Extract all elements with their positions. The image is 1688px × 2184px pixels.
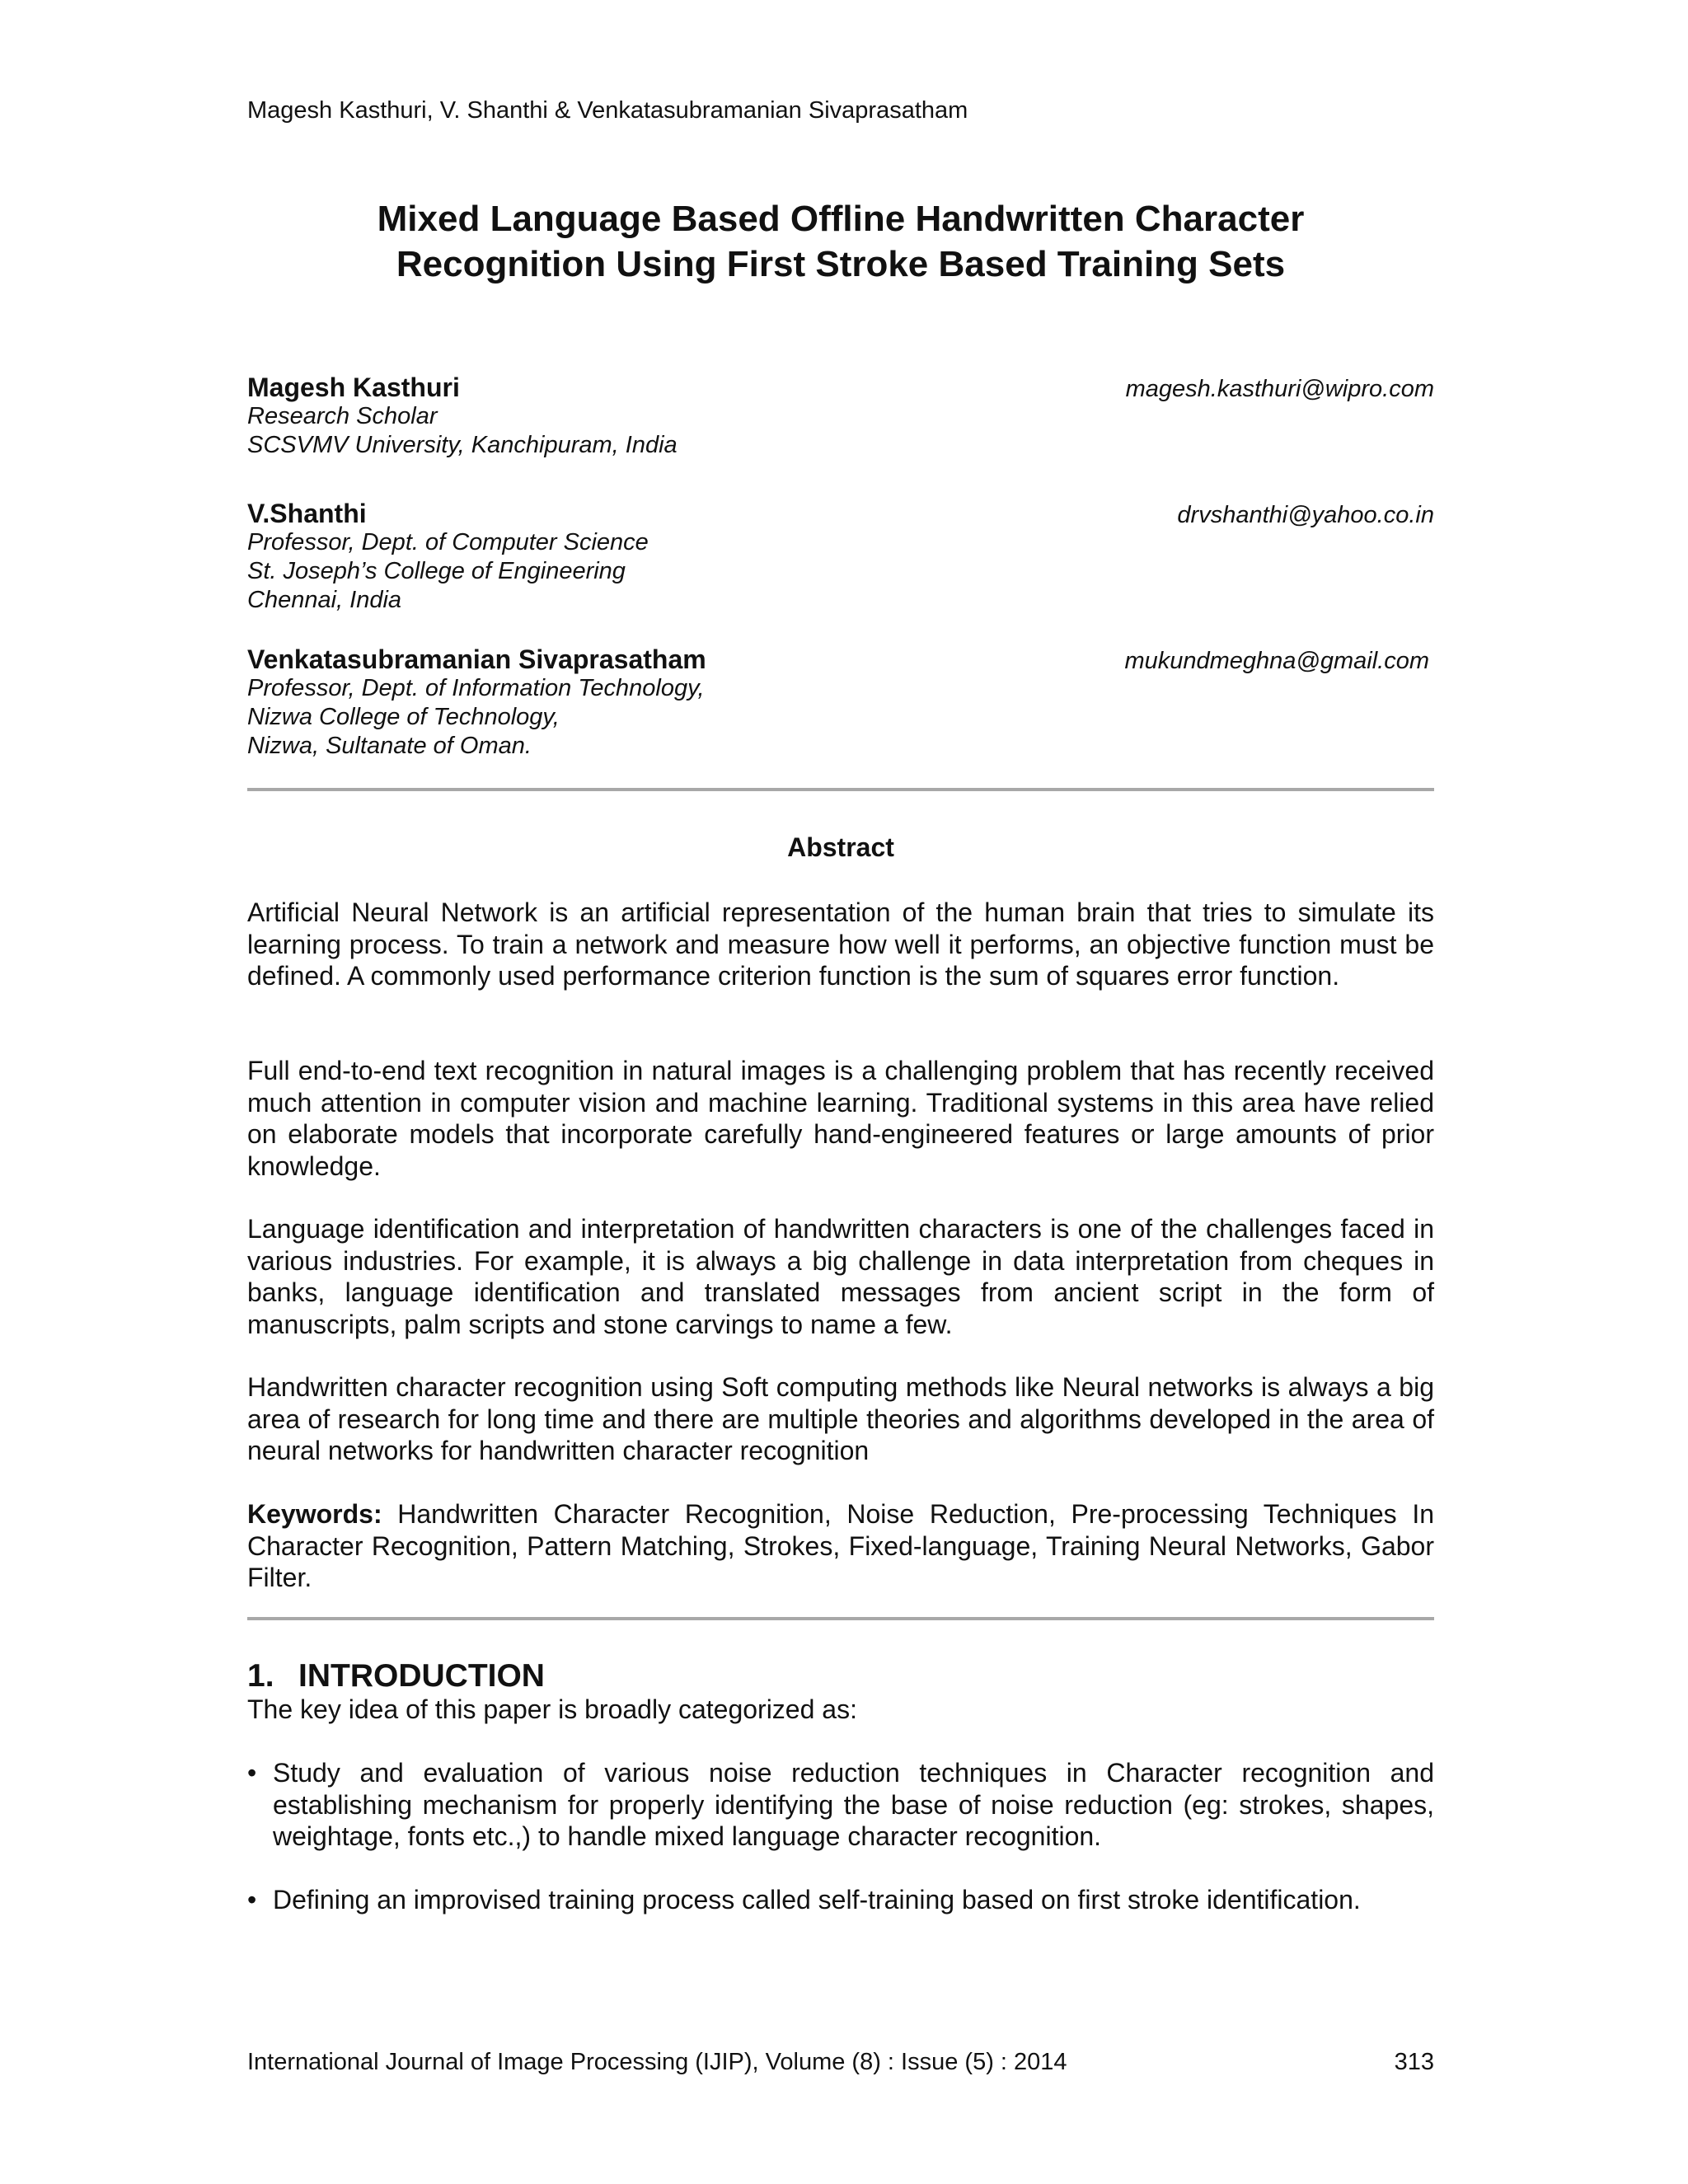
author-block (247, 499, 1434, 615)
bullet-text: Study and evaluation of various noise reduction techniques in Character recognition and establishing mechanism for properly identifying the base of noise reduction (eg: strokes, shapes, weightage, fonts etc.,) to handle mixed language character recognition. (273, 1758, 1434, 1851)
bullet-item (247, 1757, 1434, 1853)
author-email[interactable]: magesh.kasthuri@wipro.com (1125, 376, 1434, 402)
author-email[interactable]: drvshanthi@yahoo.co.in (1177, 502, 1434, 528)
abstract-heading: Abstract (787, 832, 894, 862)
author-affiliation: Chennai, India (247, 587, 402, 613)
running-header: Magesh Kasthuri, V. Shanthi & Venkatasubramanian Sivaprasatham (247, 97, 968, 124)
author-email[interactable]: mukundmeghna@gmail.com (1124, 648, 1429, 674)
section-heading (247, 1658, 545, 1694)
author-block (247, 373, 1434, 460)
author-affiliation: Professor, Dept. of Computer Science (247, 529, 649, 555)
author-block (247, 644, 1434, 761)
author-affiliation: Nizwa, Sultanate of Oman. (247, 733, 532, 759)
divider-rule (247, 1617, 1434, 1620)
author-affiliation: Research Scholar (247, 403, 438, 429)
title-line: Recognition Using First Stroke Based Training Sets (396, 244, 1286, 284)
abstract-paragraph: Artificial Neural Network is an artificial representation of the human brain that tries to simulate its learning process. To train a network and measure how well it performs, an objective function must be defined. A commonly used performance criterion function is the sum of squares error function. (247, 898, 1434, 991)
footer-journal: International Journal of Image Processing (IJIP), Volume (8) : Issue (5) : 2014 (247, 2049, 1067, 2075)
author-name: Venkatasubramanian Sivaprasatham (247, 644, 706, 674)
author-name: V.Shanthi (247, 499, 367, 528)
author-affiliation: Professor, Dept. of Information Technology, (247, 675, 705, 701)
section-number: 1. (247, 1658, 274, 1694)
keywords (247, 1498, 1434, 1594)
bullet-icon: • (247, 1885, 257, 1915)
abstract-paragraph: Full end-to-end text recognition in natural images is a challenging problem that has recently received much attention in computer vision and machine learning. Traditional systems in this area have relied on elaborate models that incorporate carefully hand-engineered features or large amounts of prior knowledge. (247, 1056, 1434, 1181)
author-affiliation: St. Joseph’s College of Engineering (247, 558, 626, 584)
title-line: Mixed Language Based Offline Handwritten Character (377, 199, 1305, 239)
bullet-item (247, 1884, 1434, 1916)
section-title: INTRODUCTION (298, 1658, 545, 1694)
author-affiliation: SCSVMV University, Kanchipuram, India (247, 432, 678, 458)
paper-title (247, 196, 1434, 287)
intro-lead: The key idea of this paper is broadly categorized as: (247, 1694, 857, 1724)
bullet-text: Defining an improvised training process called self-training based on first stroke identification. (273, 1885, 1361, 1915)
keywords-list: Handwritten Character Recognition, Noise Reduction, Pre-processing Techniques In Character Recognition, Pattern Matching, Strokes, Fixed-language, Training Neural Networks, Gabor Filter. (247, 1499, 1435, 1592)
abstract-paragraph: Handwritten character recognition using Soft computing methods like Neural networks is always a big area of research for long time and there are multiple theories and algorithms developed in the area of neural networks for handwritten character recognition (247, 1372, 1434, 1465)
author-affiliation: Nizwa College of Technology, (247, 704, 560, 730)
author-name: Magesh Kasthuri (247, 373, 460, 402)
divider-rule (247, 788, 1434, 791)
bullet-icon: • (247, 1758, 257, 1788)
page-number: 313 (1394, 2049, 1434, 2075)
abstract-paragraph: Language identification and interpretation of handwritten characters is one of the challenges faced in various industries. For example, it is always a big challenge in data interpretation from cheques in banks, language identification and translated messages from ancient script in the form of manuscripts, palm scripts and stone carvings to name a few. (247, 1214, 1434, 1339)
keywords-label: Keywords: (247, 1499, 382, 1529)
